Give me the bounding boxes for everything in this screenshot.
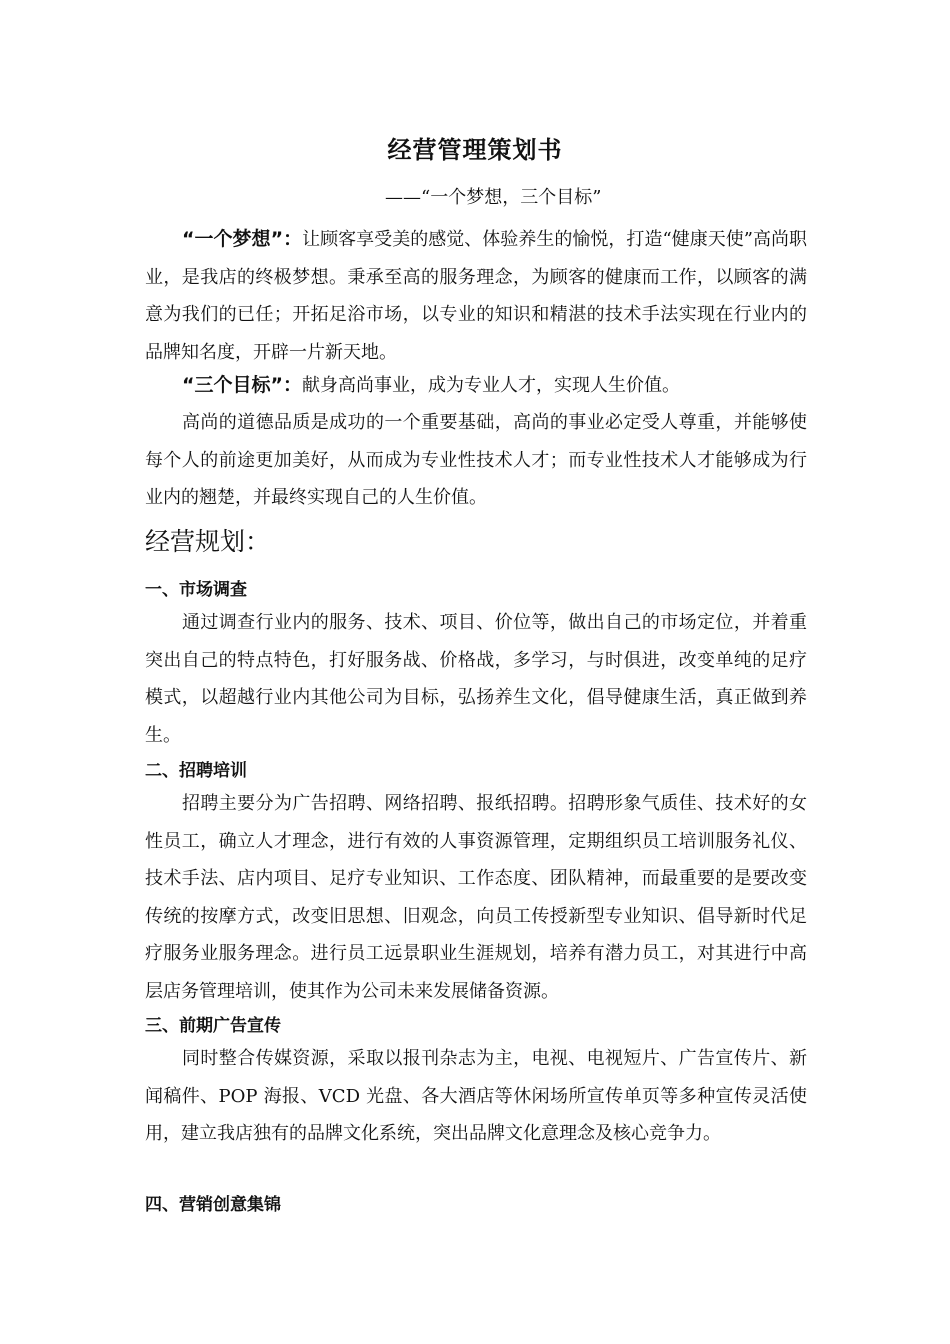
goals-lead: “三个目标”： [182, 374, 302, 396]
subheading-recruitment: 二、招聘培训 [145, 761, 247, 781]
document-title: 经营管理策划书 [387, 136, 563, 164]
dream-paragraph [145, 221, 807, 371]
section-heading-planning: 经营规划： [145, 527, 271, 556]
dream-text: 让顾客享受美的感觉、体验养生的愉悦，打造“健康天使”高尚职业，是我店的终极梦想。秉承至高的服务理念，为顾客的健康而工作，以顾客的满意为我们的已任；开拓足浴市场，以专业的知识和精湛的技术手法实现在行业内的品牌知名度，开辟一片新天地。 [145, 229, 807, 363]
document-subtitle: ——“一个梦想，三个目标” [385, 187, 602, 208]
values-paragraph: 高尚的道德品质是成功的一个重要基础，高尚的事业必定受人尊重，并能够使每个人的前途更加美好，从而成为专业性技术人才；而专业性技术人才能够成为行业内的翘楚，并最终实现自己的人生价值。 [145, 412, 807, 508]
subheading-advertising: 三、前期广告宣传 [145, 1016, 281, 1036]
recruitment-paragraph: 招聘主要分为广告招聘、网络招聘、报纸招聘。招聘形象气质佳、技术好的女性员工，确立人才理念，进行有效的人事资源管理，定期组织员工培训服务礼仪、技术手法、店内项目、足疗专业知识、工作态度、团队精神，而最重要的是要改变传统的按摩方式，改变旧思想、旧观念，向员工传授新型专业知识、倡导新时代足疗服务业服务理念。进行员工远景职业生涯规划，培养有潜力员工，对其进行中高层店务管理培训，使其作为公司未来发展储备资源。 [145, 793, 807, 1002]
market-research-paragraph: 通过调查行业内的服务、技术、项目、价位等，做出自己的市场定位，并着重突出自己的特点特色，打好服务战、价格战，多学习，与时俱进，改变单纯的足疗模式，以超越行业内其他公司为目标，弘扬养生文化，倡导健康生活，真正做到养生。 [145, 612, 807, 746]
advertising-paragraph: 同时整合传媒资源，采取以报刊杂志为主，电视、电视短片、广告宣传片、新闻稿件、POP 海报、VCD 光盘、各大酒店等休闲场所宣传单页等多种宣传灵活使用，建立我店独有的品牌文化系统，突出品牌文化意理念及核心竞争力。 [145, 1048, 807, 1144]
subheading-marketing-ideas: 四、营销创意集锦 [145, 1195, 281, 1215]
goals-paragraph [145, 367, 807, 405]
goals-text: 献身高尚事业，成为专业人才，实现人生价值。 [301, 375, 680, 396]
dream-lead: “一个梦想”： [182, 228, 303, 250]
subheading-market-research: 一、市场调查 [145, 580, 247, 600]
